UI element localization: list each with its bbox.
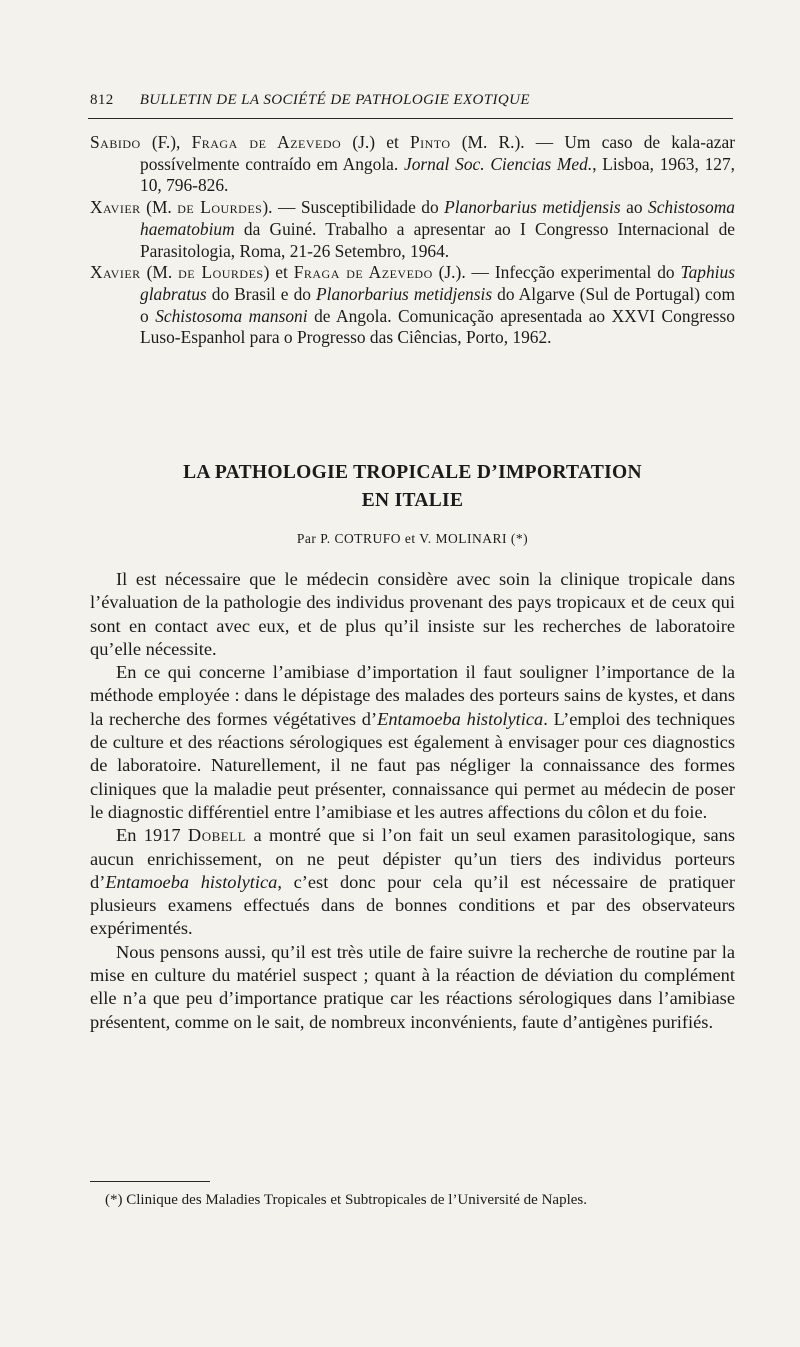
ref-text: , Lisboa, 1963, 127, 10, 796-826. <box>140 153 736 196</box>
footnote: (*) Clinique des Maladies Tropicales et Subtropicales de l’Université de Naples. <box>105 1192 587 1208</box>
ref-text: da Guiné. Trabalho a apresentar ao I Congresso Internacional de Parasitologia, Roma, 21-26 Setembro, 1964. <box>140 218 735 261</box>
ref-species: Planorbarius metidjensis <box>444 197 621 218</box>
ref-species: Taphius glabratus <box>140 262 735 304</box>
reference-sabido <box>90 132 735 197</box>
ref-text: (J.) et <box>341 132 410 152</box>
ref-text: ) et <box>263 262 294 283</box>
paragraph-3 <box>90 824 735 940</box>
ref-author: Fraga de Azevedo <box>191 132 342 152</box>
header-rule <box>88 118 733 119</box>
paragraph-4: Nous pensons aussi, qu’il est très utile de faire suivre la recherche de routine par la mise en culture du matériel suspect ; quant à la réaction de déviation du complément elle n’a que peu d’importance pratique car les réactions sérologiques dans l’amibiase présentent, comme on le sait, de nombreux inconvénients, faute d’antigènes purifiés. <box>90 941 735 1032</box>
ref-species: Schistosoma haematobium <box>140 197 735 239</box>
ref-author: de Lourdes <box>178 262 264 283</box>
paragraph-text: En ce qui concerne l’amibiase d’importation il faut souligner l’importance de la méthode employée : dans le dépistage des malades des porteurs sains de kystes, et dans la recherche des formes végétatives d’ <box>90 662 735 729</box>
ref-text: (M. R.). — Um caso de kala-azar possívelmente contraído em Angola. <box>140 132 735 174</box>
reference-xavier-1 <box>90 197 735 262</box>
ref-author: Fraga de Azevedo <box>293 262 433 283</box>
ref-species: Planorbarius metidjensis <box>316 283 493 304</box>
ref-text: (F.), <box>140 132 192 152</box>
ref-author: de Lourdes <box>177 197 263 218</box>
ref-text: do Brasil e do <box>206 283 317 304</box>
species-name: Entamoeba histolytica <box>377 708 544 729</box>
reference-list <box>90 132 735 349</box>
species-name: Entamoeba histolytica <box>105 871 278 892</box>
ref-text: do Algarve (Sul de Portugal) com o <box>140 283 736 326</box>
article-body <box>90 568 735 1034</box>
ref-text: (M. <box>140 197 178 218</box>
paragraph-text: . L’emploi des techniques de culture et des réactions sérologiques est également à envisager pour ces diagnostics de laboratoire. Naturellement, il ne faut pas négliger la connaissance des formes cliniques que la maladie peut présenter, connaissance qui permet au médecin de poser le diagnostic différentiel entre l’amibiase et les autres affections du côlon et du foie. <box>90 708 736 822</box>
paragraph-text: En 1917 <box>116 825 188 846</box>
ref-author: Pinto <box>409 132 451 152</box>
page-number: 812 <box>90 92 114 108</box>
ref-text: de Angola. Comunicação apresentada ao XXVI Congresso Luso-Espanhol para o Progresso das Ciências, Porto, 1962. <box>140 305 735 348</box>
running-head <box>90 92 733 109</box>
ref-author: Xavier <box>90 262 141 283</box>
journal-title: BULLETIN DE LA SOCIÉTÉ DE PATHOLOGIE EXOTIQUE <box>139 92 530 108</box>
ref-journal: Jornal Soc. Ciencias Med. <box>403 153 593 174</box>
paragraph-2 <box>90 661 735 824</box>
cited-author: Dobell <box>187 825 247 846</box>
paragraph-text: , c’est donc pour cela qu’il est nécessaire de pratiquer plusieurs examens effectués dans de bonnes conditions et par des observateurs expérimentés. <box>90 871 735 939</box>
ref-text: (J.). — Infecção experimental do <box>432 262 681 283</box>
article-title-line-2: EN ITALIE <box>361 490 464 511</box>
ref-species: Schistosoma mansoni <box>155 305 308 326</box>
ref-text: ). — Susceptibilidade do <box>262 197 445 218</box>
ref-author: Xavier <box>90 197 141 218</box>
ref-text: ao <box>620 197 649 218</box>
article-title <box>90 459 735 515</box>
ref-author: Sabido <box>90 132 141 152</box>
footnote-rule <box>90 1181 210 1182</box>
article-byline: Par P. COTRUFO et V. MOLINARI (*) <box>296 531 529 546</box>
paragraph-text: a montré que si l’on fait un seul examen parasitologique, sans aucun enrichissement, on ne peut dépister qu’un tiers des individus porteurs d’ <box>90 825 735 892</box>
paragraph-1: Il est nécessaire que le médecin considère avec soin la clinique tropicale dans l’évaluation de la pathologie des individus provenant des pays tropicaux et de ceux qui sont en contact avec eux, et de plus qu’il insiste sur les recherches de laboratoire qu’elle nécessite. <box>90 569 735 659</box>
ref-text: (M. <box>140 262 179 283</box>
reference-xavier-2 <box>90 262 735 349</box>
article-title-line-1: LA PATHOLOGIE TROPICALE D’IMPORTATION <box>183 462 642 483</box>
